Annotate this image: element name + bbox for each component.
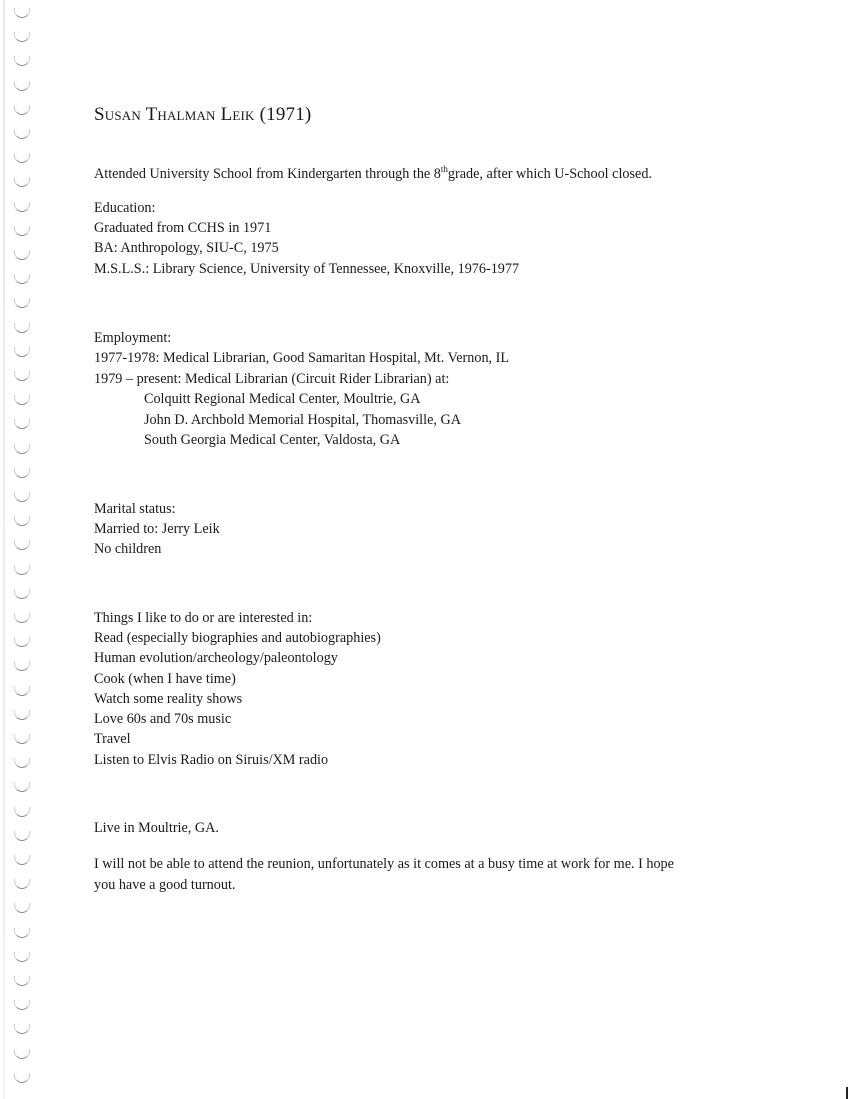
binding-hole-mark	[14, 32, 30, 42]
binding-hole-mark	[14, 274, 30, 284]
binding-hole-mark	[14, 419, 30, 429]
binding-hole-mark	[14, 81, 30, 91]
page-title: Susan Thalman Leik (1971)	[94, 104, 312, 125]
employment-location: Colquitt Regional Medical Center, Moultrie, GA	[144, 391, 421, 407]
binding-hole-mark	[14, 1000, 30, 1010]
binding-hole-mark	[14, 686, 30, 696]
closing-line: I will not be able to attend the reunion, unfortunately as it comes at a busy time at work for me. I hope	[94, 856, 674, 872]
interests-heading: Things I like to do or are interested in:	[94, 610, 313, 626]
binding-hole-mark	[14, 395, 30, 405]
binding-hole-mark	[14, 250, 30, 260]
binding-hole-mark	[14, 8, 30, 18]
education-item: M.S.L.S.: Library Science, University of Tennessee, Knoxville, 1976-1977	[94, 261, 520, 277]
binding-hole-mark	[14, 831, 30, 841]
binding-hole-mark	[14, 1024, 30, 1034]
education-item: Graduated from CCHS in 1971	[94, 220, 272, 236]
employment-heading: Employment:	[94, 330, 172, 346]
interest-item: Read (especially biographies and autobiographies)	[94, 630, 381, 646]
binding-hole-mark	[14, 153, 30, 163]
intro-after: grade, after which U-School closed.	[447, 166, 652, 182]
scan-artifact-mark	[846, 1087, 848, 1099]
binding-hole-mark	[14, 298, 30, 308]
binding-hole-mark	[14, 1049, 30, 1059]
interest-item: Human evolution/archeology/paleontology	[94, 650, 338, 666]
marital-item: No children	[94, 541, 162, 557]
binding-hole-mark	[14, 734, 30, 744]
binding-hole-mark	[14, 613, 30, 623]
binding-hole-mark	[14, 226, 30, 236]
interest-item: Travel	[94, 731, 131, 747]
spiral-binding-margin	[0, 0, 40, 1099]
binding-hole-mark	[14, 177, 30, 187]
residence-text: Live in Moultrie, GA.	[94, 820, 219, 836]
education-item: BA: Anthropology, SIU-C, 1975	[94, 240, 279, 256]
binding-hole-mark	[14, 807, 30, 817]
employment-item: 1979 – present: Medical Librarian (Circuit Rider Librarian) at:	[94, 371, 450, 387]
interest-item: Cook (when I have time)	[94, 671, 236, 687]
binding-hole-mark	[14, 565, 30, 575]
employment-location: South Georgia Medical Center, Valdosta, GA	[144, 432, 401, 448]
binding-hole-mark	[14, 976, 30, 986]
binding-hole-mark	[14, 105, 30, 115]
binding-hole-mark	[14, 371, 30, 381]
employment-location: John D. Archbold Memorial Hospital, Thomasville, GA	[144, 412, 461, 428]
employment-item: 1977-1978: Medical Librarian, Good Samaritan Hospital, Mt. Vernon, IL	[94, 350, 510, 366]
binding-hole-mark	[14, 468, 30, 478]
binding-hole-mark	[14, 347, 30, 357]
binding-hole-mark	[14, 637, 30, 647]
intro-superscript: th	[440, 164, 448, 174]
intro-before: Attended University School from Kindergarten through the 8	[94, 166, 441, 182]
binding-hole-mark	[14, 758, 30, 768]
closing-line: you have a good turnout.	[94, 877, 236, 893]
binding-hole-mark	[14, 710, 30, 720]
education-heading: Education:	[94, 200, 156, 216]
binding-hole-mark	[14, 540, 30, 550]
binding-hole-mark	[14, 879, 30, 889]
binding-hole-mark	[14, 444, 30, 454]
binding-hole-mark	[14, 661, 30, 671]
binding-hole-mark	[14, 589, 30, 599]
binding-hole-mark	[14, 323, 30, 333]
binding-hole-mark	[14, 129, 30, 139]
interest-item: Watch some reality shows	[94, 691, 243, 707]
binding-hole-mark	[14, 855, 30, 865]
binding-hole-mark	[14, 516, 30, 526]
binding-hole-mark	[14, 928, 30, 938]
page-edge	[3, 0, 5, 1099]
interest-item: Love 60s and 70s music	[94, 711, 232, 727]
binding-hole-mark	[14, 952, 30, 962]
interest-item: Listen to Elvis Radio on Siruis/XM radio	[94, 752, 329, 768]
binding-hole-mark	[14, 782, 30, 792]
binding-hole-mark	[14, 903, 30, 913]
binding-hole-mark	[14, 492, 30, 502]
marital-item: Married to: Jerry Leik	[94, 521, 220, 537]
binding-hole-mark	[14, 202, 30, 212]
binding-hole-mark	[14, 56, 30, 66]
intro-text	[94, 164, 652, 184]
marital-heading: Marital status:	[94, 501, 176, 517]
binding-hole-mark	[14, 1073, 30, 1083]
